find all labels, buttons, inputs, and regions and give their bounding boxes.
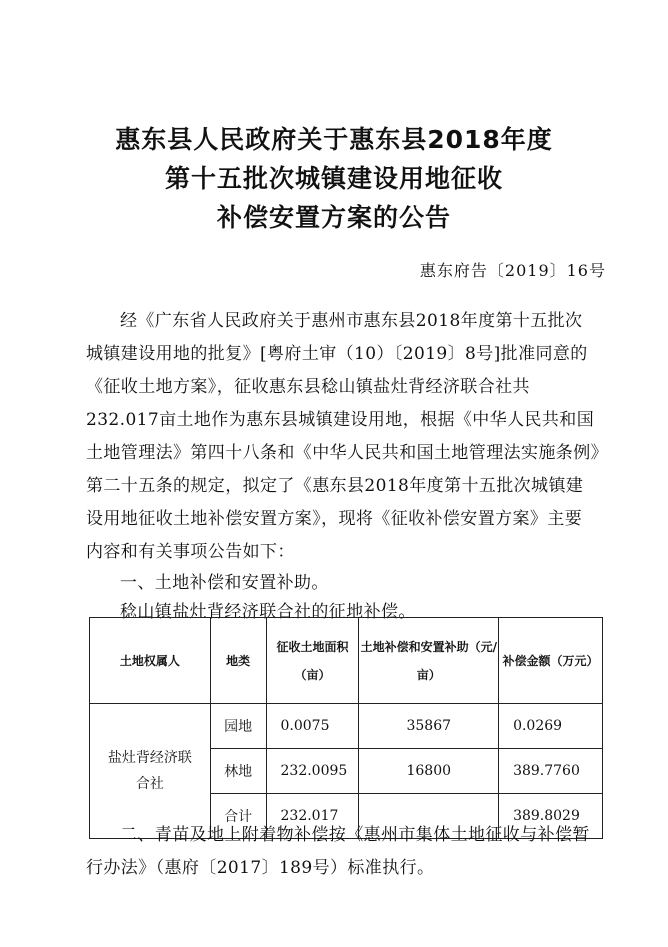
header-owner: 土地权属人	[90, 618, 211, 704]
header-area: 征收土地面积（亩）	[266, 618, 359, 704]
header-rate: 土地补偿和安置补助（元/亩）	[359, 618, 499, 704]
compensation-table	[89, 617, 603, 839]
amount-cell: 0.0269	[499, 704, 603, 749]
paragraph-line: 设用地征收土地补偿安置方案》，现将《征收补偿安置方案》主要	[86, 509, 583, 529]
section-2-line: 二、青苗及地上附着物补偿按《惠州市集体土地征收与补偿暂	[120, 825, 590, 845]
document-number: 惠东府告〔2019〕16号	[419, 261, 606, 280]
paragraph-line: 232.017亩土地作为惠东县城镇建设用地，根据《中华人民共和国	[86, 410, 595, 430]
paragraph-line: 内容和有关事项公告如下：	[86, 542, 295, 562]
area-cell: 0.0075	[266, 704, 359, 749]
table-header-row	[90, 618, 603, 704]
section-2-line: 行办法》（惠府〔2017〕189号）标准执行。	[86, 858, 435, 878]
land-type-cell: 合计	[210, 794, 266, 839]
table-row	[90, 704, 603, 749]
header-land-type: 地类	[210, 618, 266, 704]
paragraph-line: 第二十五条的规定，拟定了《惠东县2018年度第十五批次城镇建	[86, 476, 584, 496]
rate-cell: 35867	[359, 704, 499, 749]
paragraph-line: 土地管理法》第四十八条和《中华人民共和国土地管理法实施条例》	[86, 443, 608, 463]
title-line-1: 惠东县人民政府关于惠东县2018年度	[115, 125, 553, 154]
amount-cell: 389.8029	[499, 794, 603, 839]
paragraph-line: 城镇建设用地的批复》[粤府土审（10）〔2019〕8号]批准同意的	[86, 344, 588, 364]
title-line-2: 第十五批次城镇建设用地征收	[164, 164, 503, 193]
amount-cell: 389.7760	[499, 749, 603, 794]
header-amount: 补偿金额（万元）	[499, 618, 603, 704]
area-cell: 232.0095	[266, 749, 359, 794]
land-type-cell: 园地	[210, 704, 266, 749]
paragraph-line: 经《广东省人民政府关于惠州市惠东县2018年度第十五批次	[120, 311, 583, 331]
area-cell: 232.017	[266, 794, 359, 839]
rate-cell: 16800	[359, 749, 499, 794]
title-line-3: 补偿安置方案的公告	[216, 203, 451, 232]
section-1-subheading: 稔山镇盐灶背经济联合社的征地补偿。	[120, 602, 416, 622]
owner-cell: 盐灶背经济联合社	[90, 704, 211, 839]
paragraph-line: 《征收土地方案》，征收惠东县稔山镇盐灶背经济联合社共	[86, 377, 530, 397]
section-1-heading: 一、土地补偿和安置补助。	[120, 573, 329, 593]
land-type-cell: 林地	[210, 749, 266, 794]
